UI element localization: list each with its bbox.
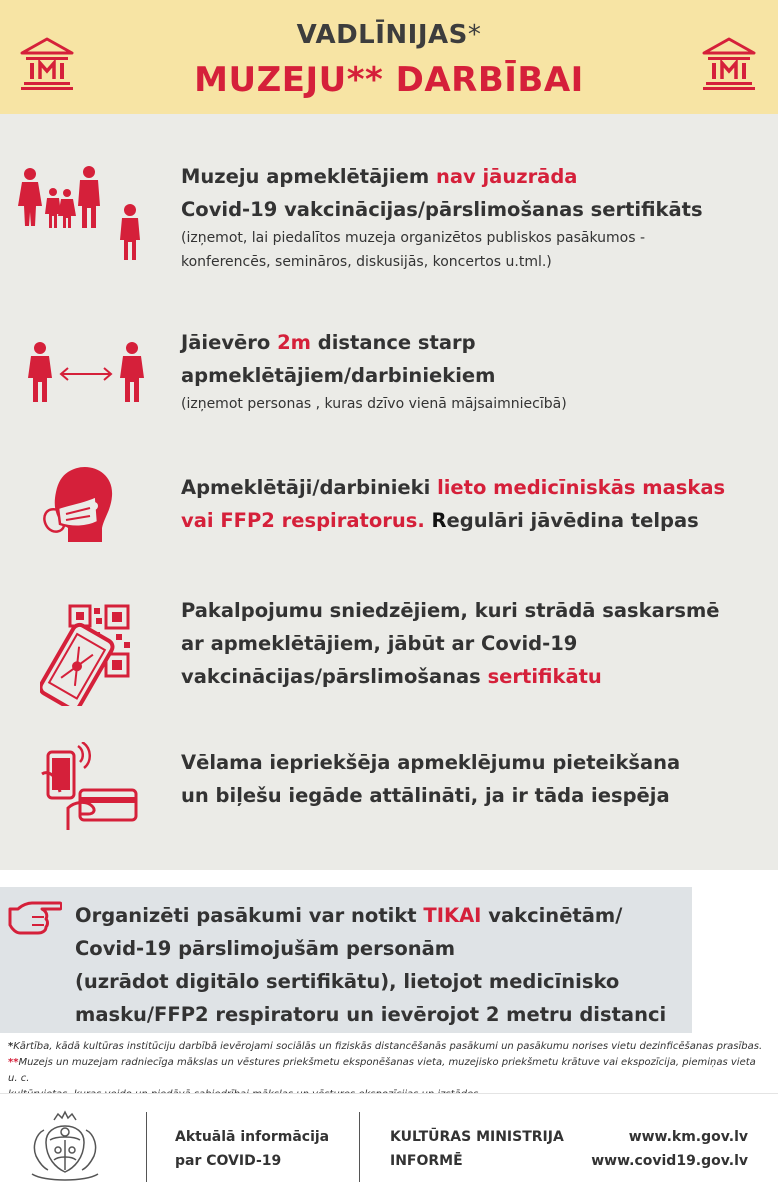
guideline-line: Apmeklētāji/darbinieki lieto medicīniskās maskas (181, 476, 726, 499)
guideline-line: Pakalpojumu sniedzējiem, kuri strādā saskarsmē (181, 599, 720, 622)
footer-divider (359, 1112, 360, 1182)
page-title-line2: MUZEJU** DARBĪBAI (194, 60, 584, 100)
callout-line: Organizēti pasākumi var notikt TIKAI vakcinētām/ (75, 904, 623, 927)
callout-line: (uzrādot digitālo sertifikātu), lietojot medicīnisko (75, 970, 620, 993)
page-title-line1: VADLĪNIJAS* (296, 20, 482, 50)
events-callout (0, 887, 692, 1033)
guideline-line: ar apmeklētājiem, jābūt ar Covid-19 (181, 632, 578, 655)
guideline-line: un biļešu iegāde attālināti, ja ir tāda iespēja (181, 784, 670, 807)
qr-certificate-icon (40, 602, 134, 706)
footer-divider (146, 1112, 147, 1182)
guideline-note: konferencēs, semināros, diskusijās, koncertos u.tml.) (181, 254, 552, 270)
footer-covid-info: Aktuālā informācija par COVID-19 (175, 1129, 330, 1169)
link-km[interactable]: www.km.gov.lv (628, 1129, 748, 1145)
phone-card-icon (40, 742, 140, 834)
guideline-note: (izņemot personas , kuras dzīvo vienā mājsaimniecībā) (181, 396, 567, 412)
distance-icon (26, 342, 146, 404)
link-covid19[interactable]: www.covid19.gov.lv (591, 1153, 748, 1169)
guideline-line: Muzeju apmeklētājiem nav jāuzrāda (181, 165, 578, 188)
guideline-line: Jāievēro 2m distance starp (181, 331, 476, 354)
museum-icon (700, 35, 758, 93)
guideline-note: (izņemot, lai piedalītos muzeja organizētos publiskos pasākumos - (181, 230, 646, 246)
coat-of-arms-icon (24, 1110, 106, 1186)
guideline-line: vai FFP2 respiratorus. Regulāri jāvēdina telpas (181, 509, 699, 532)
footnote-1: *Kārtība, kādā kultūras institūciju darbībā ievērojami sociālās un fiziskās distancēšanās pasākumi un pasākumu norises vietu dezinficēšanas prasības. (8, 1041, 763, 1052)
guideline-line: apmeklētājiem/darbiniekiem (181, 364, 496, 387)
footnote-2: **Muzejs un muzejam radniecīga mākslas un vēstures priekšmetu eksponēšanas vieta, muzejisko priekšmetu krātuve vai ekspozīcija, piemiņas vieta u. c. (8, 1057, 756, 1084)
footer-ministry: KULTŪRAS MINISTRIJA INFORMĒ (390, 1129, 564, 1169)
guideline-line: Vēlama iepriekšēja apmeklējumu pieteikšana (181, 751, 681, 774)
family-icon (16, 166, 146, 266)
guideline-line: Covid-19 vakcinācijas/pārslimošanas sertifikāts (181, 198, 703, 221)
guideline-line: vakcinācijas/pārslimošanas sertifikātu (181, 665, 602, 688)
footer-links (591, 1125, 748, 1173)
callout-line: Covid-19 pārslimojušām personām (75, 937, 456, 960)
guidelines-panel (0, 114, 778, 870)
footer (0, 1093, 778, 1201)
mask-icon (38, 462, 118, 546)
pointing-hand-icon (8, 899, 62, 935)
callout-line: masku/FFP2 respiratoru un ievērojot 2 metru distanci (75, 1003, 667, 1026)
header-banner (0, 0, 778, 114)
